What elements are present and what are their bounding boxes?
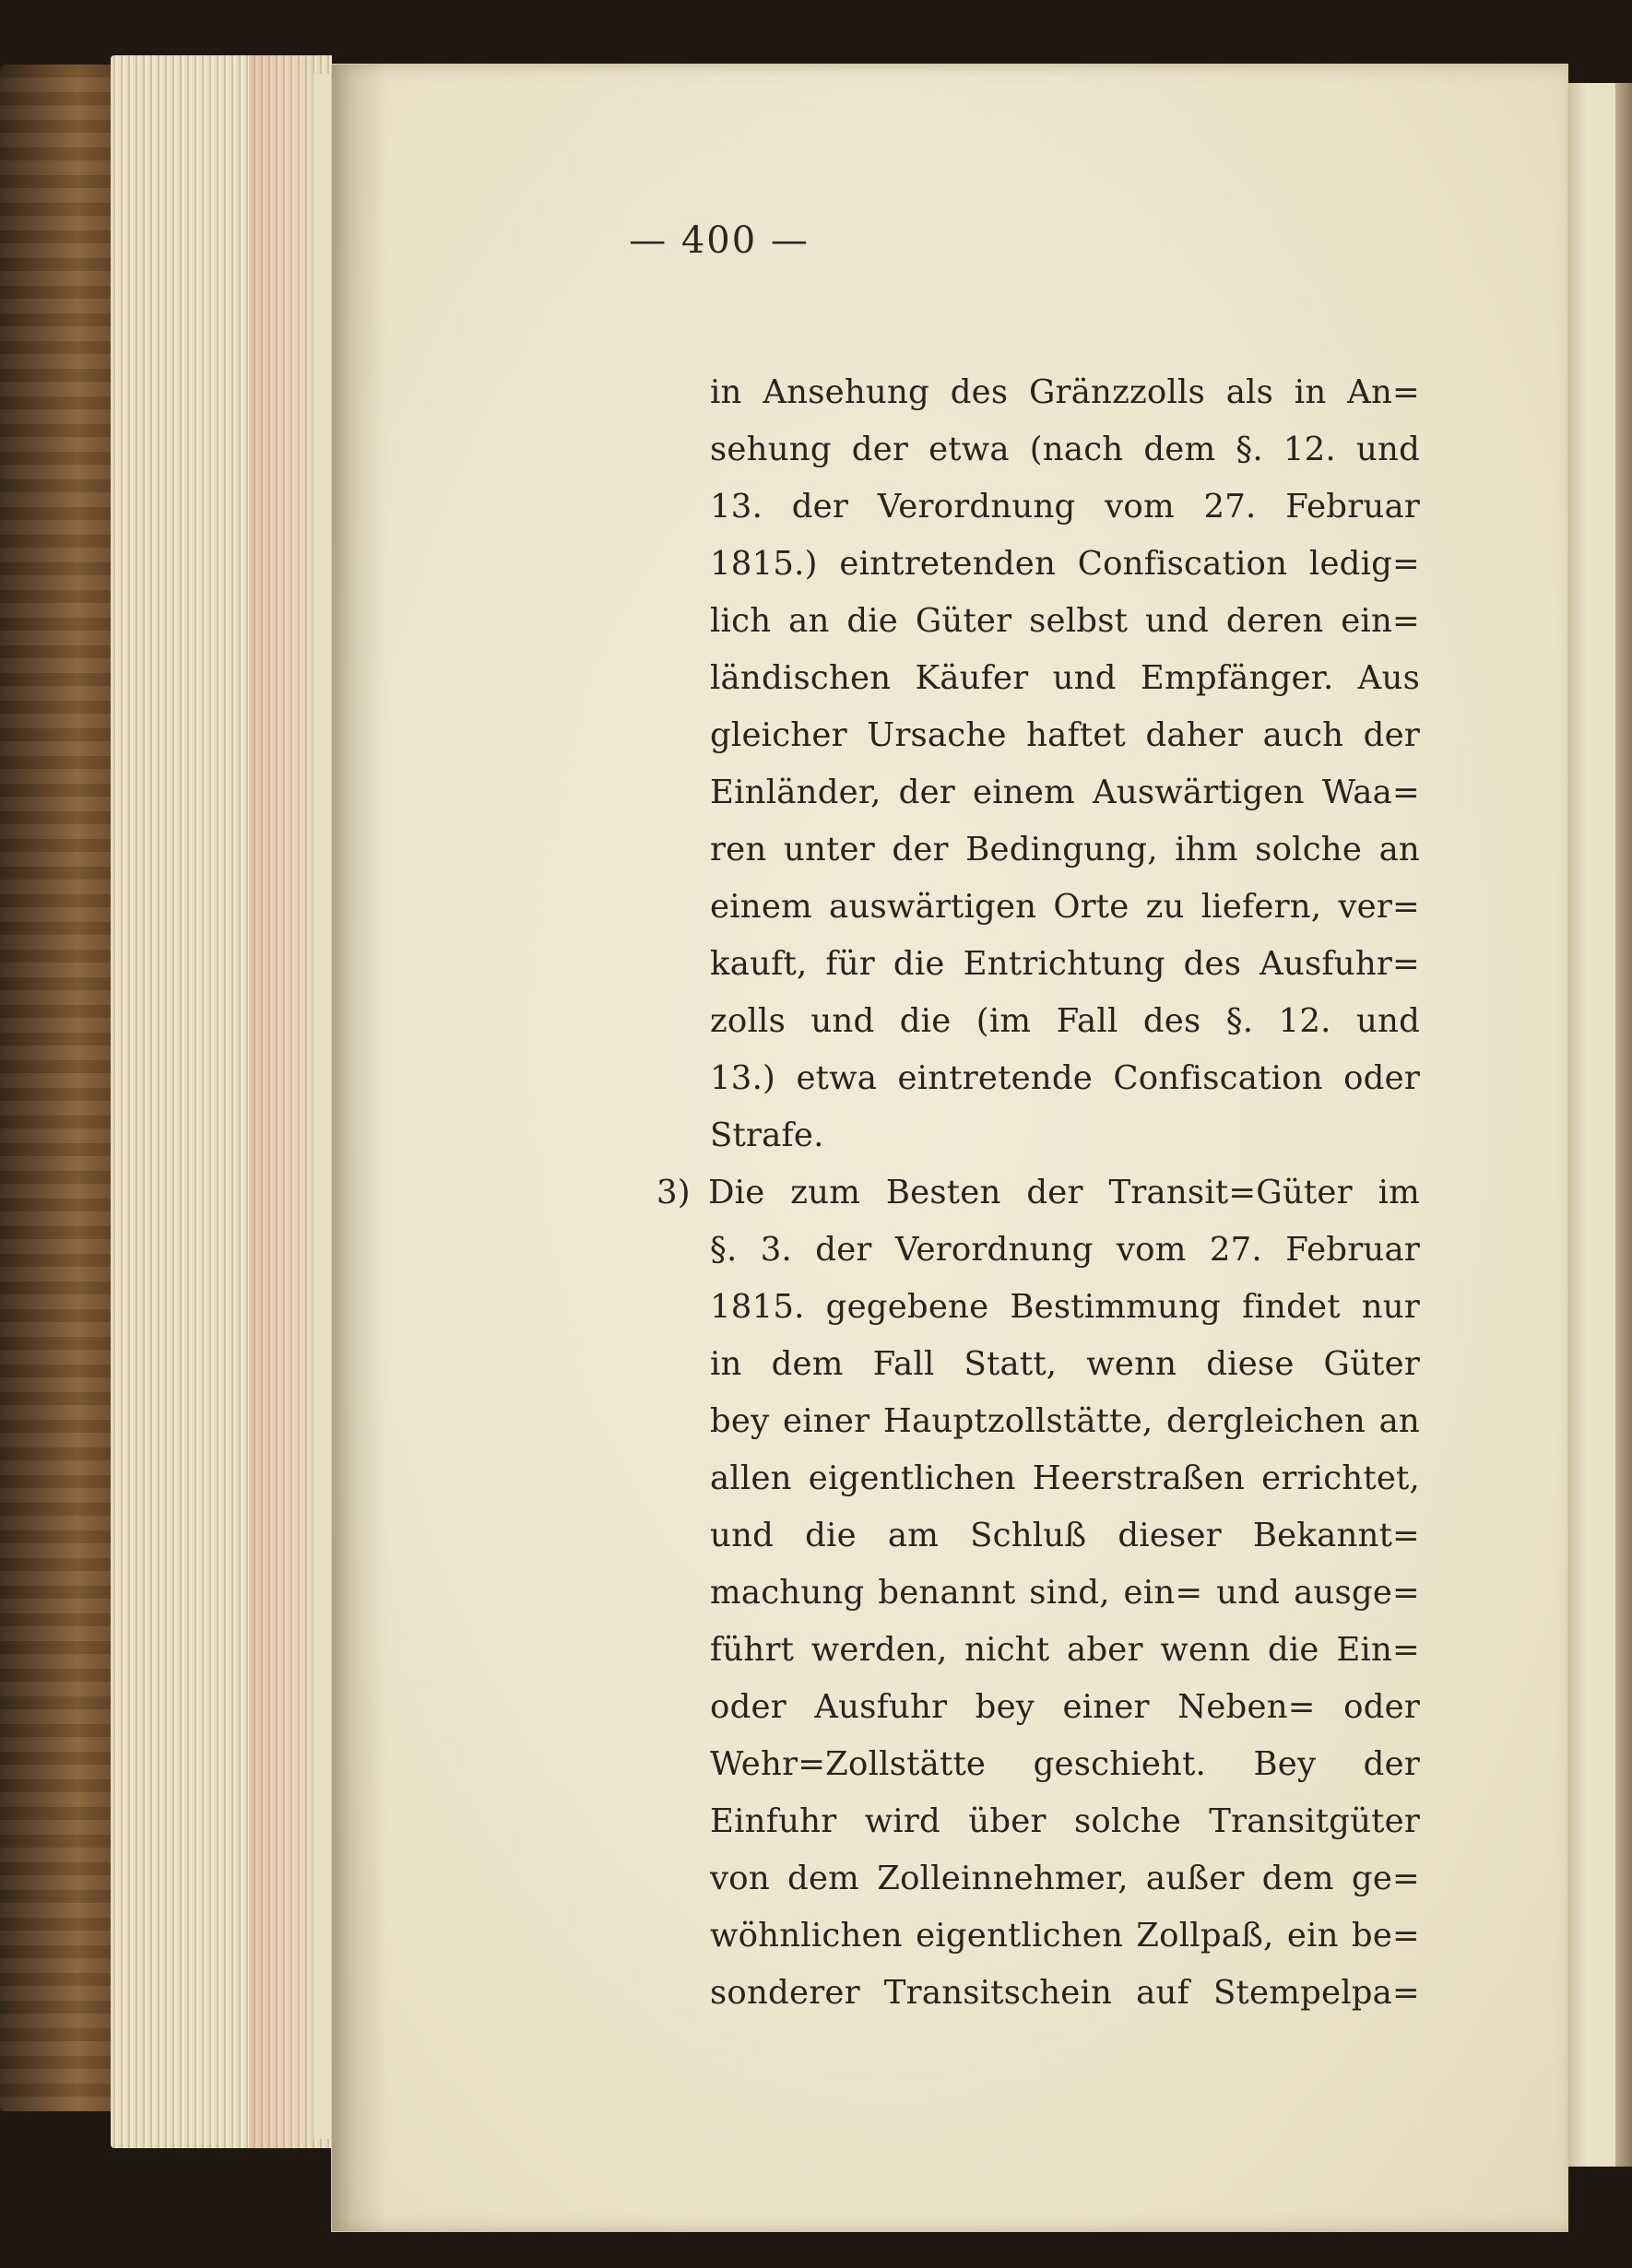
text-line: Wehr=Zollstätte geschieht. Bey der — [710, 1745, 1420, 1783]
text-line: zolls und die (im Fall des §. 12. und — [710, 1002, 1420, 1040]
text-line: sehung der etwa (nach dem §. 12. und — [710, 431, 1420, 468]
text-line: oder Ausfuhr bey einer Neben= oder — [710, 1688, 1420, 1726]
text-line: Einländer, der einem Auswärtigen Waa= — [710, 774, 1420, 811]
book-cover — [0, 65, 129, 2111]
item-3-text: Die zum Besten der Transit=Güter im — [708, 1174, 1420, 1211]
text-line: bey einer Hauptzollstätte, dergleichen an — [710, 1402, 1420, 1440]
text-line: in dem Fall Statt, wenn diese Güter — [710, 1345, 1420, 1383]
page-gutter-shadow — [332, 65, 387, 2231]
text-line: 13. der Verordnung vom 27. Februar — [710, 488, 1420, 526]
text-line: gleicher Ursache haftet daher auch der — [710, 716, 1420, 754]
text-line: führt werden, nicht aber wenn die Ein= — [710, 1631, 1420, 1669]
text-line: sonderer Transitschein auf Stempelpa= — [710, 1974, 1420, 2012]
text-line: kauft, für die Entrichtung des Ausfuhr= — [710, 945, 1420, 983]
page-number: — 400 — — [629, 219, 810, 262]
body-text — [656, 364, 1420, 2022]
text-line: 13.) etwa eintretende Confiscation oder — [710, 1059, 1420, 1097]
text-line: wöhnlichen eigentlichen Zollpaß, ein be= — [710, 1917, 1420, 1955]
item-3-first-line — [656, 1164, 1420, 1222]
text-line: einem auswärtigen Orte zu liefern, ver= — [710, 888, 1420, 926]
text-line: ren unter der Bedingung, ihm solche an — [710, 831, 1420, 868]
text-line: ländischen Käufer und Empfänger. Aus — [710, 659, 1420, 697]
text-line: 1815.) eintretenden Confiscation ledig= — [710, 545, 1420, 583]
text-line: machung benannt sind, ein= und ausge= — [710, 1574, 1420, 1612]
text-line: und die am Schluß dieser Bekannt= — [710, 1517, 1420, 1554]
text-line: §. 3. der Verordnung vom 27. Februar — [710, 1231, 1420, 1269]
text-line: von dem Zolleinnehmer, außer dem ge= — [710, 1860, 1420, 1897]
text-line: Strafe. — [710, 1116, 824, 1154]
text-line: in Ansehung des Gränzzolls als in An= — [710, 373, 1420, 411]
text-line: 1815. gegebene Bestimmung findet nur — [710, 1288, 1420, 1326]
text-line: lich an die Güter selbst und deren ein= — [710, 602, 1420, 640]
text-line: allen eigentlichen Heerstraßen errichtet, — [710, 1459, 1420, 1497]
text-line: Einfuhr wird über solche Transitgüter — [710, 1802, 1420, 1840]
right-facing-page — [1567, 83, 1632, 2167]
page-edges — [111, 55, 332, 2148]
item-number: 3) — [656, 1174, 691, 1211]
